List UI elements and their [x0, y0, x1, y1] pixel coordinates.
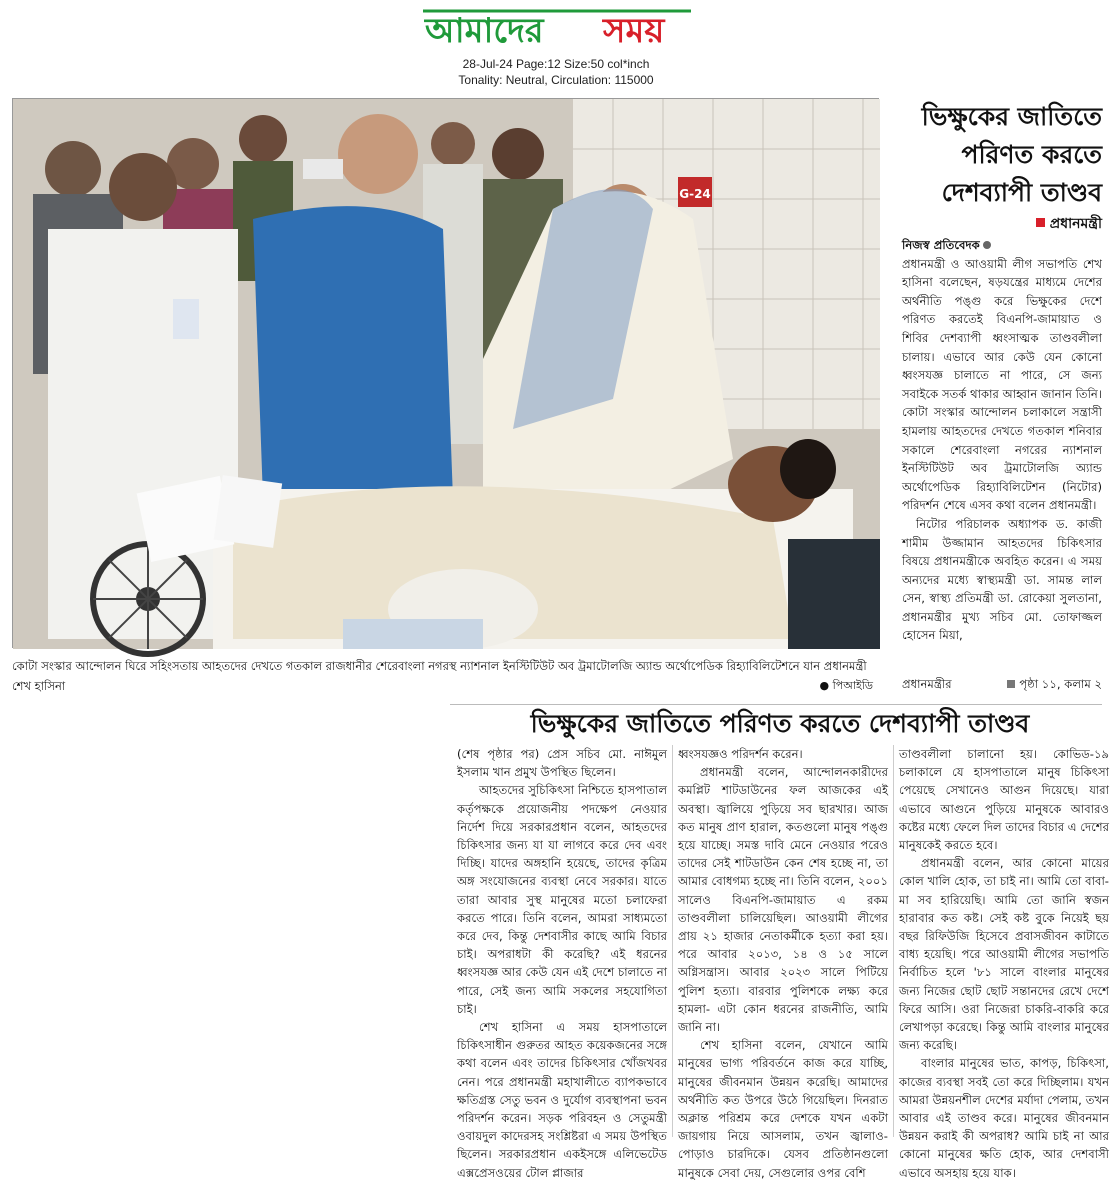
photo-caption	[12, 656, 879, 696]
column-separator	[893, 745, 894, 1137]
lead-jump-line	[902, 676, 1102, 695]
logo-text-red: সময়	[603, 11, 665, 51]
bullet-dot-icon	[983, 241, 991, 249]
lead-paragraph: প্রধানমন্ত্রী ও আওয়ামী লীগ সভাপতি শেখ হাসিনা বলেছেন, ষড়যন্ত্রের মাধ্যমে দেশের অর্থনীতি পঙ্গু করে ভিক্ষুকের দেশে পরিণত করতেই বিএনপি-জামায়াত ও শিবির দেশব্যাপী ধ্বংসাত্মক তাণ্ডবলীলা চালায়। এভাবে আর কেউ যেন কোনো ধ্বংসযজ্ঞ চালাতে না পারে, সে জন্য সবাইকে সতর্ক থাকার আহ্বান জানান তিনি। কোটা সংস্কার আন্দোলন চলাকালে সন্ত্রাসী হামলায় আহতদের দেখতে গতকাল শনিবার সকালে শেরেবাংলা নগরের ন্যাশনাল ইনস্টিটিউট অব ট্রমাটোলজি অ্যান্ড অর্থোপেডিক রিহ্যাবিলিটেশন (নিটোর) পরিদর্শন শেষে এসব কথা বলেন প্রধানমন্ত্রী।	[902, 256, 1102, 513]
column-paragraph: তাণ্ডবলীলা চালানো হয়। কোভিড-১৯ চলাকালে যে হাসপাতালে মানুষ চিকিৎসা পেয়েছে সেখানেও আগুন দিয়েছে। যারা এভাবে আগুনে পুড়িয়ে মানুষকে আবারও কষ্টের মধ্যে ফেলে দিল তাদের বিচার এ দেশের মানুষকেই করতে হবে।	[899, 747, 1109, 853]
byline: নিজস্ব প্রতিবেদক	[902, 238, 980, 252]
column-paragraph: (শেষ পৃষ্ঠার পর) প্রেস সচিব মো. নাঈমুল ইসলাম খান প্রমুখ উপস্থিত ছিলেন।	[457, 747, 667, 780]
lead-body	[902, 236, 1102, 645]
continuation-column-2	[678, 745, 888, 1182]
lead-paragraph: নিটোর পরিচালক অধ্যাপক ড. কাজী শামীম উজ্জামান আহতদের চিকিৎসার বিষয়ে প্রধানমন্ত্রীকে অবহিত করেন। এ সময় অন্যদের মধ্যে স্বাস্থ্যমন্ত্রী ডা. সামন্ত লাল সেন, স্বাস্থ্য প্রতিমন্ত্রী ডা. রোকেয়া সুলতানা, প্রধানমন্ত্রীর মুখ্য সচিব মো. তোফাজ্জল হোসেন মিয়া,	[902, 516, 1102, 643]
bed-label-text: G-24	[679, 187, 711, 201]
lead-headline	[888, 98, 1102, 212]
news-photo	[12, 98, 879, 648]
newspaper-logo	[421, 2, 693, 50]
clip-meta-date-page: 28-Jul-24 Page:12 Size:50 col*inch	[462, 57, 650, 71]
column-separator	[672, 745, 673, 1137]
lead-subhead	[888, 212, 1102, 236]
photo-caption-text: কোটা সংস্কার আন্দোলন ঘিরে সহিংসতায় আহতদের দেখতে গতকাল রাজধানীর শেরেবাংলা নগরস্থ ন্যাশনাল ইনস্টিটিউট অব ট্রমাটোলজি অ্যান্ড অর্থোপেডিক রিহ্যাবিলিটেশনে যান প্রধানমন্ত্রী শেখ হাসিনা	[12, 659, 867, 693]
photo-credit: ● পিআইডি	[819, 679, 873, 692]
column-paragraph: প্রধানমন্ত্রী বলেন, আন্দোলনকারীদের কমপ্লিট শাটডাউনের ফল আজকের এই অবস্থা। জ্বালিয়ে পুড়িয়ে সব ছারখার। আজ কত মানুষ প্রাণ হারাল, কতগুলো মানুষ পঙ্গু হয়ে যাচ্ছে। সমস্ত দাবি মেনে নেওয়ার পরেও তাদের সেই শাটডাউন কেন শেষ হচ্ছে না, তা আমার বোধগম্য হচ্ছে না। তিনি বলেন, ২০০১ সালেও বিএনপি-জামায়াত এ রকম তাণ্ডবলীলা চালিয়েছিল। আওয়ামী লীগের প্রায় ২১ হাজার নেতাকর্মীকে হত্যা করা হয়। পরে আবার ২০১৩, ১৪ ও ১৫ সালে অগ্নিসন্ত্রাস। আবার ২০২৩ সালে পিটিয়ে পুলিশ হত্যা। বারবার পুলিশকে লক্ষ্য করে হামলা- এটা কোন ধরনের রাজনীতি, আমি জানি না।	[678, 765, 888, 1035]
lead-headline-line-3: দেশব্যাপী তাণ্ডব	[941, 178, 1102, 207]
grey-square-icon	[1007, 680, 1015, 688]
jump-reference-text: পৃষ্ঠা ১১, কলাম ২	[1019, 677, 1102, 691]
continuation-headline: ভিক্ষুকের জাতিতে পরিণত করতে দেশব্যাপী তাণ্ডব	[530, 709, 1030, 738]
clip-meta-tonality: Tonality: Neutral, Circulation: 115000	[458, 73, 654, 87]
photo-credit-text: পিআইডি	[832, 679, 873, 692]
column-paragraph: শেখ হাসিনা এ সময় হাসপাতালে চিকিৎসাধীন গুরুতর আহত কয়েকজনের সঙ্গে কথা বলেন এবং তাদের চিকিৎসার খোঁজখবর নেন। পরে প্রধানমন্ত্রী মহাখালীতে ব্যাপকভাবে ক্ষতিগ্রস্ত সেতু ভবন ও দুর্যোগ ব্যবস্থাপনা ভবন পরিদর্শন করেন। সড়ক পরিবহন ও সেতুমন্ত্রী ওবায়দুল কাদেরসহ সংশ্লিষ্টরা এ সময় উপস্থিত ছিলেন। সরকারপ্রধান একইসঙ্গে এলিভেটেড এক্সপ্রেসওয়ের টোল প্লাজার	[457, 1020, 667, 1180]
lead-subhead-text: প্রধানমন্ত্রী	[1049, 216, 1102, 232]
newspaper-logo-icon	[421, 2, 693, 50]
lead-headline-line-2: পরিণত করতে	[961, 140, 1102, 169]
column-paragraph: শেখ হাসিনা বলেন, যেখানে আমি মানুষের ভাগ্য পরিবর্তনে কাজ করে যাচ্ছি, মানুষের জীবনমান উন্নয়ন করেছি। আমাদের অর্থনীতি কত উপরে উঠে গিয়েছিল। দিনরাত অক্লান্ত পরিশ্রম করে দেশকে যখন একটা জায়গায় নিয়ে আসলাম, তখন জ্বালাও-পোড়াও চারদিকে। যেসব প্রতিষ্ঠানগুলো মানুষকে সেবা দেয়, সেগুলোর ওপর বেশি	[678, 1038, 888, 1180]
column-paragraph: ধ্বংসযজ্ঞও পরিদর্শন করেন।	[678, 747, 803, 761]
lead-headline-line-1: ভিক্ষুকের জাতিতে	[921, 102, 1102, 131]
column-paragraph: আহতদের সুচিকিৎসা নিশ্চিতে হাসপাতাল কর্তৃপক্ষকে প্রয়োজনীয় পদক্ষেপ নেওয়ার নির্দেশ দিয়ে সরকারপ্রধান বলেন, আহতদের চিকিৎসার জন্য যা যা লাগবে করে দেব এবং দিচ্ছি। যাদের অঙ্গহানি হয়েছে, তাদের কৃত্রিম অঙ্গ সংযোজনের ব্যবস্থা নেবে সরকার। যাতে তারা আবার সুস্থ মানুষের মতো চলাফেরা করতে পারে। তিনি বলেন, আমরা সাধ্যমতো করে দেব, কিন্তু দেশবাসীর কাছে আমি বিচার চাই। অপরাধটা কী করেছি? এই ধরনের ধ্বংসযজ্ঞ আর কেউ যেন এই দেশে চালাতে না পারে, সেই জন্য আমি সকলের সহযোগিতা চাই।	[457, 783, 667, 1016]
logo-text-green: আমাদের	[425, 11, 544, 51]
column-paragraph: বাংলার মানুষের ভাত, কাপড়, চিকিৎসা, কাজের ব্যবস্থা সবই তো করে দিচ্ছিলাম। যখন আমরা উন্নয়নশীল দেশের মর্যাদা পেলাম, তখন আবার এই তাণ্ডব করে। মানুষের জীবনমান উন্নয়ন করাই কী অপরাধ? আমি চাই না আর কোনো মানুষের ক্ষতি হোক, আর দেশবাসী এভাবে অসহায় হয়ে যাক।	[899, 1056, 1109, 1180]
lead-foot-left: প্রধানমন্ত্রীর	[902, 677, 952, 691]
continuation-column-3	[899, 745, 1109, 1182]
red-square-icon	[1036, 218, 1045, 227]
masthead	[0, 0, 1112, 90]
hospital-visit-photo-icon	[13, 99, 880, 649]
column-paragraph: প্রধানমন্ত্রী বলেন, আর কোনো মায়ের কোল খালি হোক, তা চাই না। আমি তো বাবা-মা সব হারিয়েছি। আমি তো জানি স্বজন হারাবার কত কষ্ট। সেই কষ্ট বুকে নিয়েই ছয় বছর রিফিউজি হিসেবে প্রবাসজীবন কাটাতে বাধ্য হয়েছি। পরে আওয়ামী লীগের সভাপতি নির্বাচিত হলে '৮১ সালে বাংলার মানুষের জন্য নিজের ছোট ছোট সন্তানদের রেখে দেশে ফিরে আসি। ওরা নিজেরা চাকরি-বাকরি করে লেখাপড়া করেছে। কিন্তু আমি বাংলার মানুষের জন্য করেছি।	[899, 856, 1109, 1053]
jump-reference	[1007, 676, 1102, 695]
continuation-column-1	[457, 745, 667, 1182]
